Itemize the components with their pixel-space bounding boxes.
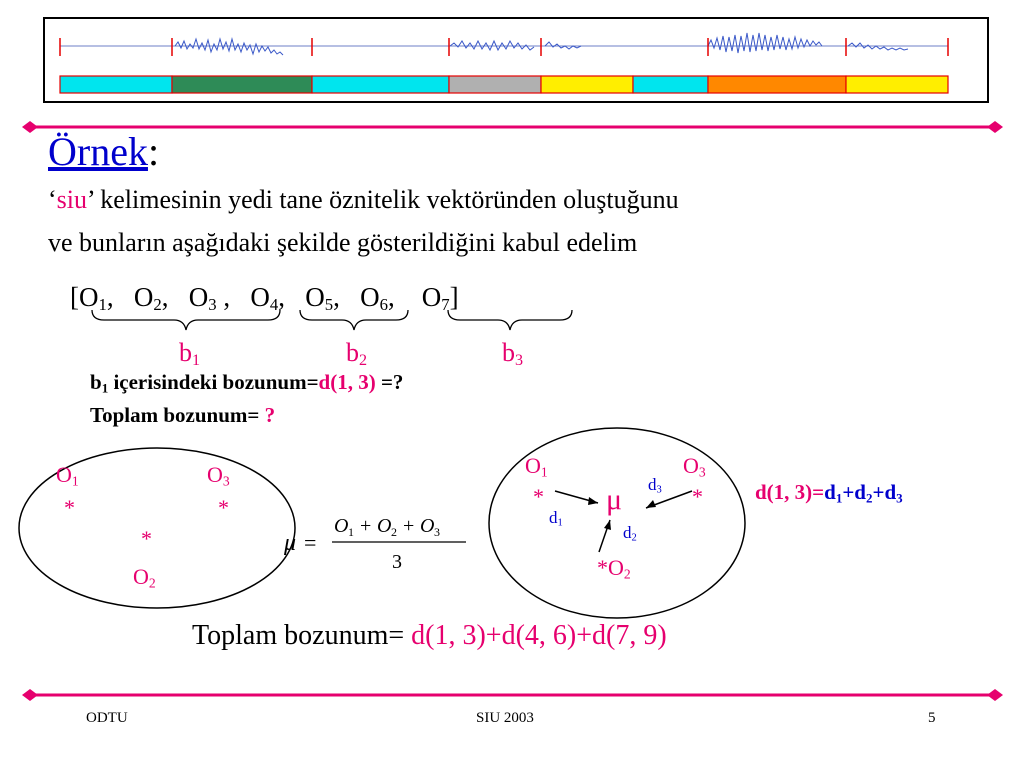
right-cluster-ellipse <box>480 420 760 630</box>
segment-bar <box>60 76 948 93</box>
total-label: Toplam bozunum= <box>192 620 412 651</box>
left-o2-star: * <box>141 526 152 551</box>
right-d1-label: $d_1$ <box>549 508 563 529</box>
svg-text:O: O <box>334 515 349 537</box>
waveform-banner <box>0 0 1024 110</box>
right-mu-symbol: μ <box>606 483 623 516</box>
left-o3-label: $O_3$ <box>207 462 230 489</box>
intro-rest: kelimesinin yedi tane öznitelik vektöründen oluştuğunu <box>93 185 679 214</box>
svg-text:1: 1 <box>348 525 354 539</box>
group-label-b2: $b_2$ <box>346 338 368 370</box>
left-o1-star: * <box>64 495 75 520</box>
title-colon: : <box>147 129 160 174</box>
distance-equation: d(1, $3)=d_1+d_2+d_3$ <box>755 480 903 506</box>
footer-left: ODTU <box>86 710 128 726</box>
vector-sequence: [$O_1$, $O_2$, $O_3$ , $O_4$, $O_5$, $O_6$, $O_7$] <box>70 282 459 315</box>
intro-line-2: ve bunların aşağıdaki şekilde gösterildiğini kabul edelim <box>48 228 638 257</box>
right-o1-label: $O_1$ <box>525 453 548 480</box>
svg-text:μ: μ <box>284 530 297 556</box>
mean-formula <box>280 500 480 580</box>
footer-page-number: 5 <box>928 710 936 726</box>
right-o1-star: * <box>533 484 544 509</box>
svg-text:3: 3 <box>392 551 402 573</box>
right-o3-label: $O_3$ <box>683 453 706 480</box>
svg-text:O: O <box>377 515 392 537</box>
right-o2-label: $*O_2$ <box>597 555 631 582</box>
quote-close: ’ <box>87 185 94 214</box>
group-label-b1: $b_1$ <box>179 338 201 370</box>
intro-line-1 <box>48 185 679 215</box>
right-d2-label: $d_2$ <box>623 523 637 544</box>
svg-text:+: + <box>403 515 415 537</box>
question-1: $b_1$ içerisindeki bozunum=d(1, 3) =? <box>90 370 404 396</box>
left-o1-label: $O_1$ <box>56 462 79 489</box>
total-distortion <box>192 620 667 652</box>
svg-text:+: + <box>360 515 372 537</box>
footer-center: SIU 2003 <box>476 710 534 726</box>
question-2: Toplam bozunum= ? <box>90 403 276 427</box>
slide-title <box>48 128 159 175</box>
left-cluster-ellipse <box>0 440 320 620</box>
right-d3-label: $d_3$ <box>648 475 662 496</box>
left-o2-label: $O_2$ <box>133 564 156 591</box>
bracket-open: [ <box>70 282 79 312</box>
title-link[interactable]: Örnek <box>48 129 148 174</box>
highlight-word: siu <box>56 185 88 214</box>
group-braces <box>0 300 600 340</box>
quote-open: ‘ <box>48 185 57 214</box>
left-o3-star: * <box>218 495 229 520</box>
total-value: d(1, 3)+d(4, 6)+d(7, 9) <box>411 620 667 651</box>
bracket-close: ] <box>449 282 459 312</box>
svg-text:=: = <box>304 530 317 555</box>
svg-text:3: 3 <box>434 525 440 539</box>
group-label-b3: $b_3$ <box>502 338 524 370</box>
right-o3-star: * <box>692 484 703 509</box>
bottom-divider <box>0 686 1024 706</box>
svg-text:2: 2 <box>391 525 397 539</box>
svg-text:O: O <box>420 515 435 537</box>
